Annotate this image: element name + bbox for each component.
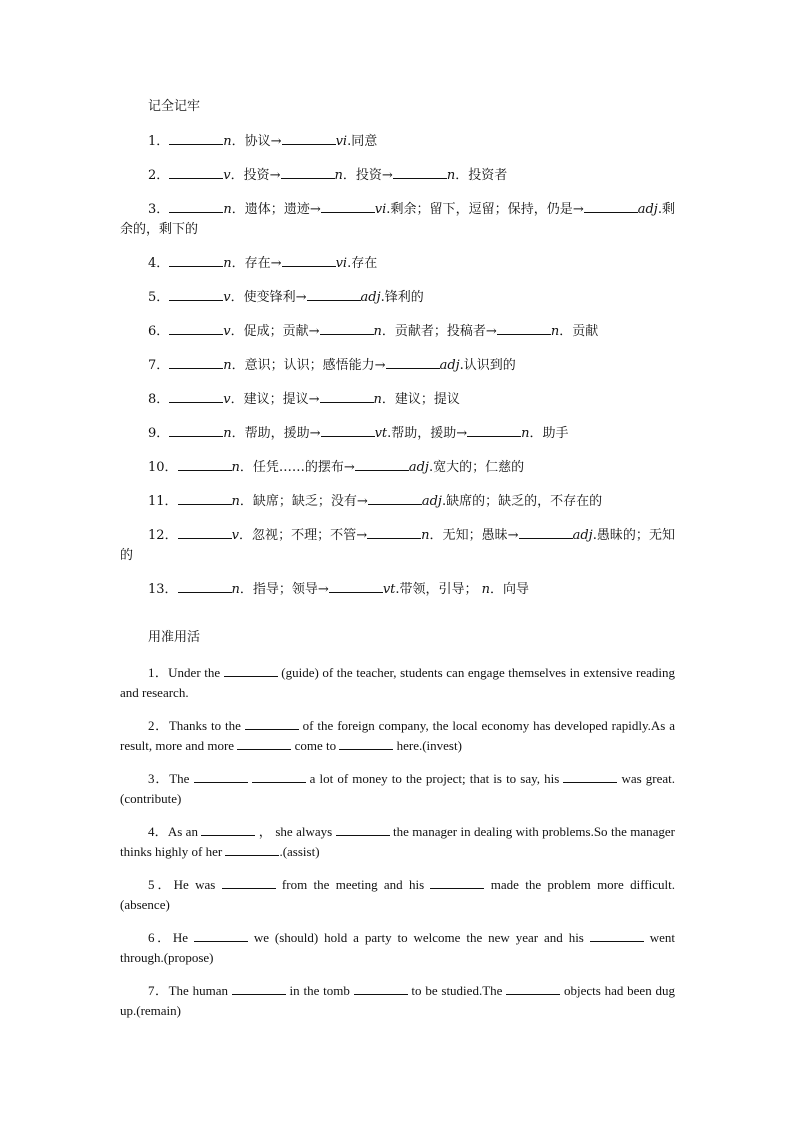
answer-blank[interactable] [367,526,421,539]
part-of-speech: n [223,202,232,217]
answer-blank[interactable] [430,876,484,889]
part-of-speech: adj [439,358,460,373]
item-number: 1． [148,665,169,680]
part-of-speech: n [373,392,382,407]
part-of-speech: n [231,460,240,475]
answer-blank[interactable] [393,166,447,179]
answer-blank[interactable] [178,526,232,539]
item-text: .帮助，援助→ [387,426,468,441]
item-text: ．意识；认识；感悟能力→ [231,358,386,373]
item-text: went through.(propose) [120,930,675,965]
answer-blank[interactable] [245,717,299,730]
vocab-item [120,580,675,600]
part-of-speech: n [373,324,382,339]
answer-blank[interactable] [336,823,390,836]
item-number: 5． [148,290,170,305]
item-text: The [169,771,194,786]
item-text: ．贡献者；投稿者→ [381,324,497,339]
part-of-speech: n [223,134,232,149]
answer-blank[interactable] [497,322,551,335]
item-text: ．无知；愚昧→ [429,528,519,543]
answer-blank[interactable] [169,356,223,369]
part-of-speech: adj [637,202,658,217]
item-text: .宽大的；仁慈的 [428,460,525,475]
part-of-speech: v [223,392,231,407]
item-number: 6． [148,324,170,339]
answer-blank[interactable] [237,737,291,750]
part-of-speech: adj [360,290,381,305]
answer-blank[interactable] [307,288,361,301]
item-text: made the problem more difficult.(absence) [120,877,675,912]
item-text: a lot of money to the project; that is to say, his [305,771,564,786]
answer-blank[interactable] [355,458,409,471]
item-text: ， she always [255,824,336,839]
part-of-speech: n [446,168,456,183]
item-text: ．任凭……的摆布→ [239,460,355,475]
item-text: He [172,930,194,945]
answer-blank[interactable] [282,254,336,267]
answer-blank[interactable] [252,770,306,783]
answer-blank[interactable] [178,492,232,505]
part-of-speech: vi [335,256,348,271]
item-text: Thanks to the [168,718,245,733]
item-text: ．建议；提议→ [230,392,320,407]
part-of-speech: vt [374,426,388,441]
vocab-item [120,166,675,186]
item-number: 2． [148,718,169,733]
item-number: 8． [148,392,170,407]
vocab-list [120,132,675,600]
item-text: ．投资者 [455,168,508,183]
part-of-speech: n [521,426,530,441]
answer-blank[interactable] [194,770,248,783]
item-text: ．促成；贡献→ [230,324,320,339]
item-text: to be studied.The [407,983,507,998]
answer-blank[interactable] [386,356,440,369]
item-text: come to [291,738,340,753]
item-text: .缺席的；缺乏的，不存在的 [441,494,603,509]
item-number: 1． [148,134,170,149]
item-number: 9． [148,426,170,441]
vocab-item [120,322,675,342]
answer-blank[interactable] [201,823,255,836]
answer-blank[interactable] [194,929,248,942]
answer-blank[interactable] [282,132,336,145]
part-of-speech: adj [408,460,429,475]
answer-blank[interactable] [563,770,617,783]
answer-blank[interactable] [584,200,638,213]
item-text: The human [168,983,232,998]
answer-blank[interactable] [590,929,644,942]
vocab-item [120,458,675,478]
usage-item [120,663,675,703]
answer-blank[interactable] [222,876,276,889]
answer-blank[interactable] [519,526,573,539]
item-text: .(assist) [279,844,320,859]
answer-blank[interactable] [339,737,393,750]
answer-blank[interactable] [169,322,223,335]
answer-blank[interactable] [169,288,223,301]
usage-item [120,769,675,809]
part-of-speech: n [481,582,491,597]
vocab-item [120,424,675,444]
answer-blank[interactable] [320,390,374,403]
item-text: we (should) hold a party to welcome the new year and his [247,930,590,945]
usage-item [120,822,675,862]
item-text: objects had been dug up.(remain) [120,983,675,1018]
part-of-speech: v [223,324,231,339]
vocab-item [120,200,675,240]
item-text: .愚昧的；无知的 [120,528,675,563]
part-of-speech: n [334,168,343,183]
item-number: 12． [148,528,178,543]
item-number: 7． [148,983,169,998]
answer-blank[interactable] [169,166,223,179]
vocab-item [120,288,675,308]
item-text: in the tomb [285,983,354,998]
answer-blank[interactable] [178,580,232,593]
item-number: 4． [148,824,168,839]
item-text: 同意 [351,134,378,149]
vocab-item [120,526,675,566]
part-of-speech: adj [421,494,442,509]
item-number: 13． [148,582,178,597]
vocab-item [120,254,675,274]
item-number: 7． [148,358,170,373]
item-text: Under the [168,665,224,680]
part-of-speech: n [231,494,240,509]
answer-blank[interactable] [225,843,279,856]
item-text: of the foreign company, the local economy has developed rapidly.As a result, more and more [120,718,675,753]
item-text: ．投资→ [230,168,281,183]
usage-item [120,981,675,1021]
item-number: 10． [148,460,178,475]
vocab-item [120,356,675,376]
item-number: 4． [148,256,170,271]
answer-blank[interactable] [178,458,232,471]
item-text: ．忽视；不理；不管→ [238,528,368,543]
item-number: 6． [148,930,173,945]
item-text: .锋利的 [380,290,424,305]
item-text: ．建议；提议 [381,392,460,407]
item-text: ．投资→ [342,168,393,183]
part-of-speech: n [231,582,240,597]
item-text: .认识到的 [459,358,516,373]
part-of-speech: vi [335,134,348,149]
item-text: ．使变锋利→ [230,290,307,305]
part-of-speech: vt [382,582,396,597]
item-text: ．存在→ [231,256,282,271]
item-text: ．遗体；遗迹→ [231,202,321,217]
answer-blank[interactable] [368,492,422,505]
answer-blank[interactable] [232,982,286,995]
item-text: ．协议→ [231,134,282,149]
answer-blank[interactable] [354,982,408,995]
item-text: . [347,134,352,149]
vocab-item [120,132,675,152]
answer-blank[interactable] [169,200,223,213]
item-text: As an [167,824,202,839]
item-text: ．缺席；缺乏；没有→ [239,494,368,509]
answer-blank[interactable] [321,424,375,437]
item-text: here.(invest) [393,738,462,753]
item-text: He was [173,877,222,892]
part-of-speech: n [223,256,232,271]
usage-section-heading: 用准用活 [148,630,201,645]
item-text: ．向导 [490,582,530,597]
item-text: was great.(contribute) [120,771,675,806]
answer-blank[interactable] [169,132,223,145]
answer-blank[interactable] [320,322,374,335]
usage-item [120,928,675,968]
item-text: ．贡献 [559,324,599,339]
answer-blank[interactable] [169,254,223,267]
part-of-speech: n [223,426,232,441]
answer-blank[interactable] [506,982,560,995]
vocab-item [120,390,675,410]
part-of-speech: n [223,358,232,373]
part-of-speech: v [231,528,239,543]
answer-blank[interactable] [169,390,223,403]
item-number: 3． [148,771,170,786]
item-text: ．帮助，援助→ [231,426,321,441]
answer-blank[interactable] [224,664,278,677]
answer-blank[interactable] [467,424,521,437]
item-text: ．指导；领导→ [239,582,329,597]
item-text: .存在 [347,256,378,271]
answer-blank[interactable] [281,166,335,179]
item-text: ．助手 [529,426,569,441]
item-number: 2． [148,168,170,183]
answer-blank[interactable] [321,200,375,213]
answer-blank[interactable] [329,580,383,593]
part-of-speech: v [223,168,231,183]
item-number: 5． [148,877,174,892]
part-of-speech: v [223,290,231,305]
item-text: .剩余的，剩下的 [120,202,675,237]
usage-item [120,716,675,756]
item-text: the manager in dealing with problems.So the manager thinks highly of her [120,824,675,859]
item-text: .剩余；留下，逗留；保持，仍是→ [386,202,584,217]
item-number: 3． [148,202,170,217]
part-of-speech: n [421,528,430,543]
usage-list [120,663,675,1021]
part-of-speech: vi [374,202,387,217]
item-text: from the meeting and his [275,877,431,892]
item-number: 11． [148,494,178,509]
item-text: (guide) of the teacher, students can engage themselves in extensive reading and research. [120,665,675,700]
answer-blank[interactable] [169,424,223,437]
part-of-speech: adj [572,528,593,543]
part-of-speech: n [550,324,560,339]
vocab-item [120,492,675,512]
usage-item [120,875,675,915]
worksheet-page [120,96,675,1034]
item-text: .带领，引导； [395,582,482,597]
vocab-section-heading: 记全记牢 [148,99,201,114]
